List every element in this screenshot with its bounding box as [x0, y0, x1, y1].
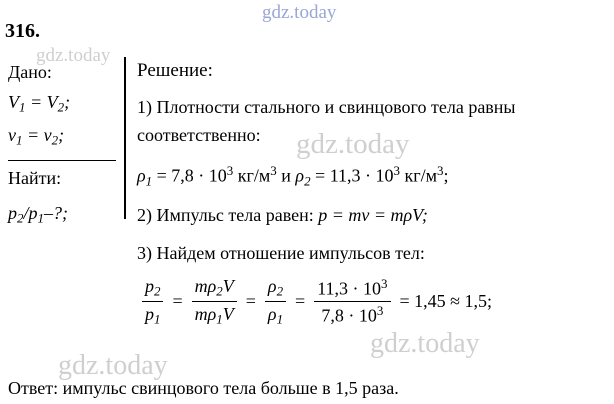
given-divider: [8, 160, 116, 161]
rho2-value: = 11,3 · 10: [310, 165, 394, 186]
f4-num-exponent: 3: [381, 276, 388, 292]
find-expression: [8, 203, 68, 227]
equals-sign-1: =: [172, 291, 183, 312]
f2-num-subscript: 2: [216, 283, 223, 299]
answer-line: [8, 378, 399, 399]
f3-den-subscript: 1: [276, 311, 284, 327]
fraction-1-denominator: [142, 304, 163, 327]
task-number: 316.: [5, 20, 40, 42]
density-values-formula: [137, 163, 449, 189]
step2-text: 2) Импульс тела равен:: [137, 205, 319, 225]
column-divider: [124, 57, 126, 219]
f1-num-subscript: 2: [154, 283, 161, 299]
find-question: –?;: [43, 203, 68, 223]
rho1-unit: кг/м: [233, 165, 271, 186]
ratio-equation: [140, 276, 493, 327]
fraction-2-bar: [192, 301, 237, 302]
rho1-unit-exponent: 3: [270, 163, 277, 178]
answer-label: Ответ:: [8, 378, 59, 398]
answer-text: импульс свинцового тела больше в 1,5 раза.: [58, 378, 399, 398]
find-p2-subscript: 2: [17, 210, 24, 226]
find-label: Найти:: [8, 168, 62, 188]
solution-step-3: 3) Найдем отношение импульсов тел:: [137, 243, 425, 263]
rho2-unit: кг/м: [400, 165, 438, 186]
f3-num-symbol: ρ: [267, 276, 277, 296]
fraction-1-bar: [142, 301, 163, 302]
equals-sign-2: =: [245, 291, 256, 312]
f2-den-tail: V: [222, 304, 234, 325]
rho2-exponent: 3: [393, 163, 401, 178]
f1-den-subscript: 1: [154, 311, 161, 327]
given-v2-subscript: 2: [57, 99, 65, 115]
given-v1-symbol: V: [8, 92, 19, 112]
f2-den-symbol: mρ: [194, 304, 217, 325]
rho1-symbol: ρ: [137, 165, 146, 186]
rho1-value: = 7,8 · 10: [152, 165, 227, 186]
equation-result: = 1,45 ≈ 1,5;: [399, 291, 493, 312]
watermark-top: gdz.today: [262, 2, 337, 23]
given-small-v1-symbol: v: [8, 125, 16, 145]
f2-num-symbol: mρ: [194, 276, 217, 296]
watermark-lower-right: gdz.today: [370, 328, 480, 359]
fraction-4-denominator: [318, 304, 386, 326]
solution-step-2: [137, 205, 428, 226]
f4-num-value: 11,3 · 10: [317, 278, 382, 299]
given-equals-1: = V: [25, 92, 58, 112]
given-v1-subscript: 1: [19, 99, 26, 115]
fraction-2-numerator: [192, 276, 237, 299]
f1-num-symbol: p: [145, 276, 154, 296]
fraction-4-bar: [314, 301, 390, 302]
find-slash: /p: [23, 203, 38, 223]
equals-sign-3: =: [295, 291, 306, 312]
rho2-unit-exponent: 3: [437, 163, 444, 178]
given-semicolon-1: ;: [64, 92, 71, 112]
fraction-3-denominator: [265, 304, 286, 327]
f3-den-symbol: ρ: [267, 304, 277, 325]
f4-den-exponent: 3: [376, 303, 384, 319]
rho2-subscript: 2: [304, 173, 311, 189]
f2-num-tail: V: [222, 276, 234, 296]
watermark-lower-left: gdz.today: [58, 350, 168, 381]
fraction-3-numerator: [265, 276, 286, 299]
fraction-rho2-over-rho1: [263, 276, 288, 327]
fraction-mrho2V-over-mrho1V: [190, 276, 239, 327]
momentum-formula: p = mv = mρV;: [318, 205, 428, 225]
watermark-upper-left: gdz.today: [36, 45, 111, 66]
given-small-v2-subscript: 2: [51, 132, 59, 148]
watermark-center: gdz.today: [296, 128, 410, 160]
find-p2-symbol: p: [8, 203, 17, 223]
f4-den-value: 7,8 · 10: [321, 305, 377, 326]
solution-label: Решение:: [137, 60, 213, 81]
given-small-v1-subscript: 1: [16, 132, 23, 148]
fraction-2-denominator: [192, 304, 237, 327]
given-volume-equation: [8, 92, 70, 116]
fraction-3-bar: [265, 301, 286, 302]
f1-den-symbol: p: [145, 304, 154, 325]
rho1-exponent: 3: [226, 163, 234, 178]
formula-conjunction: и: [276, 165, 296, 186]
given-speed-equation: [8, 125, 64, 149]
fraction-1-numerator: [142, 276, 163, 299]
find-p1-subscript: 1: [37, 210, 44, 226]
formula1-semicolon: ;: [443, 165, 449, 186]
given-label: Дано:: [8, 62, 52, 82]
given-equals-2: = v: [22, 125, 52, 145]
fraction-p2-over-p1: [140, 276, 165, 327]
rho1-subscript: 1: [145, 173, 153, 189]
rho2-symbol: ρ: [295, 165, 305, 186]
fraction-numeric-values: [312, 277, 392, 326]
solution-step-1: 1) Плотности стального и свинцового тела равны соответственно:: [137, 97, 516, 145]
f2-den-subscript: 1: [216, 311, 223, 327]
given-semicolon-2: ;: [58, 125, 65, 145]
fraction-4-numerator: [314, 277, 390, 299]
f3-num-subscript: 2: [276, 283, 284, 299]
